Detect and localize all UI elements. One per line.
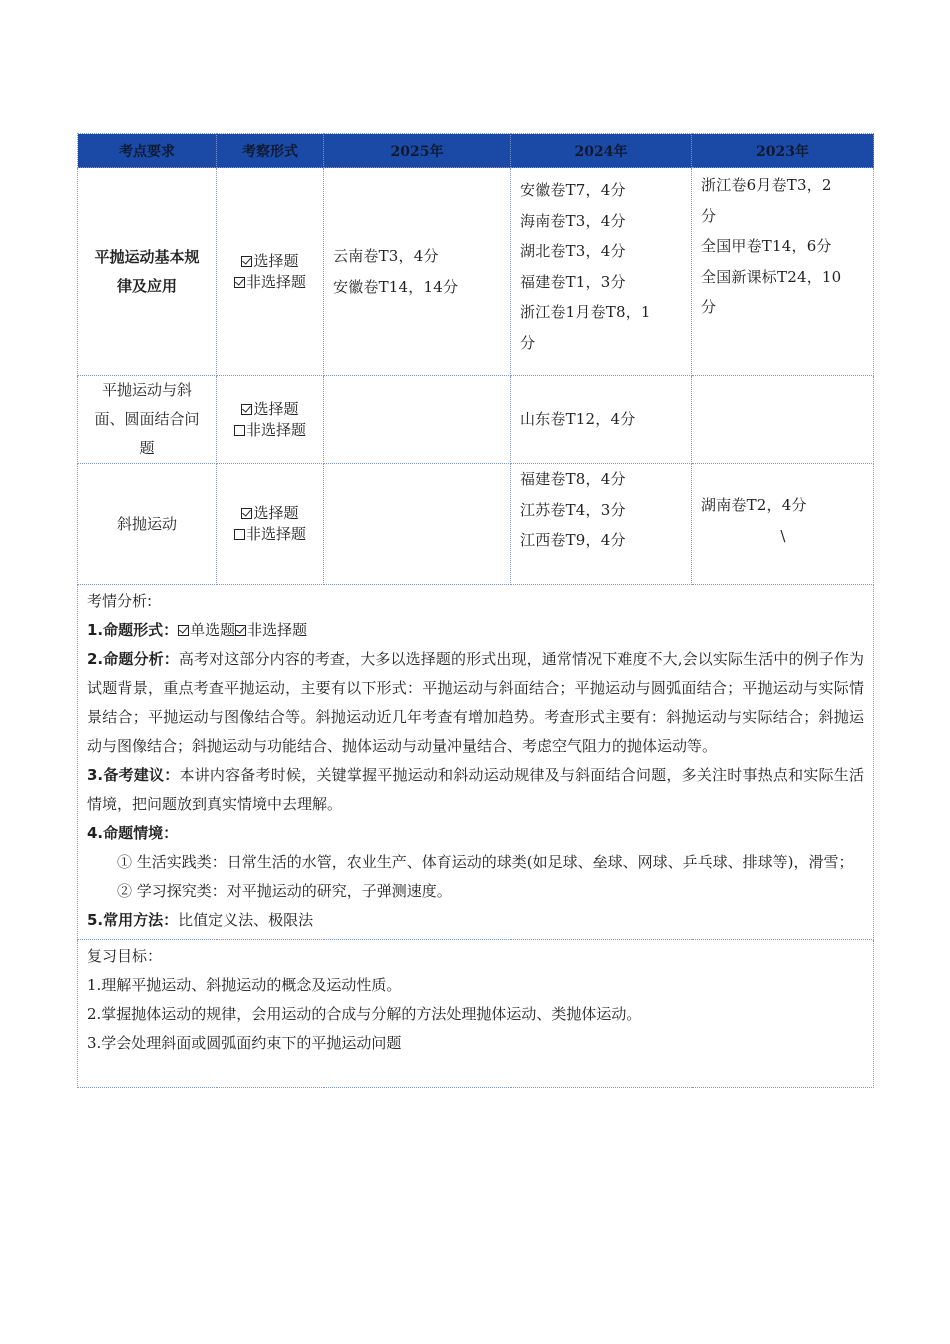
year-2025-cell: [324, 376, 511, 464]
analysis-methods: 5.常用方法：比值定义法、极限法: [87, 911, 314, 929]
source-item: 全国甲卷T14，6分: [701, 237, 832, 255]
exam-table: [77, 133, 874, 1088]
year-2023-cell: [692, 464, 874, 585]
analysis-row: [78, 585, 874, 940]
source-item: 福建卷T1，3分: [520, 272, 626, 291]
checked-box-icon: [241, 508, 252, 519]
source-item: 全国新课标T24，10: [701, 267, 842, 286]
year-2024-cell: [511, 376, 692, 464]
goal-item: 2.掌握抛体运动的规律，会用运动的合成与分解的方法处理抛体运动、类抛体运动。: [87, 1005, 642, 1023]
analysis-cell: [78, 585, 874, 940]
source-item: 山东卷T12，4分: [520, 410, 636, 429]
year-2023-cell: [692, 168, 874, 376]
empty-box-icon: [234, 425, 245, 436]
analysis-title: 考情分析:: [87, 592, 153, 610]
checked-box-icon: [241, 256, 252, 267]
source-item: 江西卷T9，4分: [520, 531, 626, 549]
topic-cell: 平抛运动与斜 面、圆面结合问 题: [78, 376, 217, 464]
analysis-context-head: 4.命题情境：: [87, 824, 179, 842]
empty-box-icon: [234, 529, 245, 540]
source-item: 湖南卷T2，4分: [701, 496, 807, 514]
exam-overview-sheet: [77, 133, 873, 1088]
source-item: 分: [701, 298, 717, 316]
header-2023: 2023年: [692, 134, 874, 168]
goals-row: [78, 940, 874, 1088]
nonchoice-label: 非选择题: [245, 420, 306, 439]
topic-cell: 平抛运动基本规 律及应用: [78, 168, 217, 376]
checked-box-icon: [235, 625, 246, 636]
year-2024-cell: [511, 168, 692, 376]
choice-label: 选择题: [253, 504, 299, 522]
form-cell: [217, 376, 324, 464]
analysis-context-item: ① 生活实践类：日常生活的水管，农业生产、体育运动的球类(如足球、垒球、网球、乒乓球、排球等)，滑雪；: [117, 853, 854, 871]
header-requirement: 考点要求: [78, 134, 217, 168]
header-2024: 2024年: [511, 134, 692, 168]
table-row: [78, 464, 874, 585]
choice-label: 选择题: [253, 399, 299, 418]
source-item: 安徽卷T7，4分: [520, 181, 626, 199]
form-cell: [217, 168, 324, 376]
year-2025-cell: [324, 464, 511, 585]
header-form: 考察形式: [217, 134, 324, 168]
form-cell: [217, 464, 324, 585]
goals-title: 复习目标：: [87, 947, 163, 965]
checked-box-icon: [234, 277, 245, 288]
checked-box-icon: [178, 625, 189, 636]
analysis-advice: 3.备考建议：本讲内容备考时候，关键掌握平抛运动和斜动运动规律及与斜面结合问题，多关注时事热点和实际生活情境，把问题放到真实情境中去理解。: [87, 766, 864, 813]
year-2024-cell: [511, 464, 692, 585]
year-2025-cell: [324, 168, 511, 376]
table-row: [78, 376, 874, 464]
nonchoice-label: 非选择题: [245, 525, 306, 543]
choice-label: 选择题: [253, 251, 299, 270]
source-item: 江苏卷T4，3分: [520, 500, 626, 519]
analysis-context-item: ② 学习探究类：对平抛运动的研究，子弹测速度。: [117, 882, 452, 900]
goal-item: 3.学会处理斜面或圆弧面约束下的平抛运动问题: [87, 1034, 402, 1052]
table-row: [78, 168, 874, 376]
year-2023-cell: [692, 376, 874, 464]
analysis-content: 2.命题分析：高考对这部分内容的考查，大多以选择题的形式出现，通常情况下难度不大,会以实际生活中的例子作为试题背景，重点考查平抛运动，主要有以下形式：平抛运动与斜面结合；平抛运动与圆弧面结合；平抛运动与实际情景结合；平抛运动与图像结合等。斜抛运动近几年考查有增加趋势。考查形式主要有：斜抛运动与实际结合；斜抛运动与图像结合；斜抛运动与功能结合、抛体运动与动量冲量结合、考虑空气阻力的抛体运动等。: [87, 650, 864, 755]
source-item: 分: [520, 333, 536, 352]
goals-cell: [78, 940, 874, 1088]
source-item: 浙江卷6月卷T3，2: [701, 176, 832, 194]
source-item: 海南卷T3，4分: [520, 211, 626, 230]
analysis-form: 1.命题形式： 单选题 非选择题: [87, 621, 308, 639]
header-2025: 2025年: [324, 134, 511, 168]
nonchoice-label: 非选择题: [245, 272, 306, 291]
source-item: 湖北卷T3，4分: [520, 242, 626, 260]
source-item: 浙江卷1月卷T8，1: [520, 303, 651, 321]
topic-cell: 斜抛运动: [78, 464, 217, 585]
source-item: \: [780, 526, 786, 545]
source-item: 福建卷T8，4分: [520, 470, 626, 488]
source-item: 分: [701, 206, 717, 225]
checked-box-icon: [241, 404, 252, 415]
goal-item: 1.理解平抛运动、斜抛运动的概念及运动性质。: [87, 976, 402, 994]
table-header-row: [78, 134, 874, 168]
source-item: 云南卷T3，4分: [333, 247, 439, 265]
source-item: 安徽卷T14，14分: [333, 277, 459, 296]
